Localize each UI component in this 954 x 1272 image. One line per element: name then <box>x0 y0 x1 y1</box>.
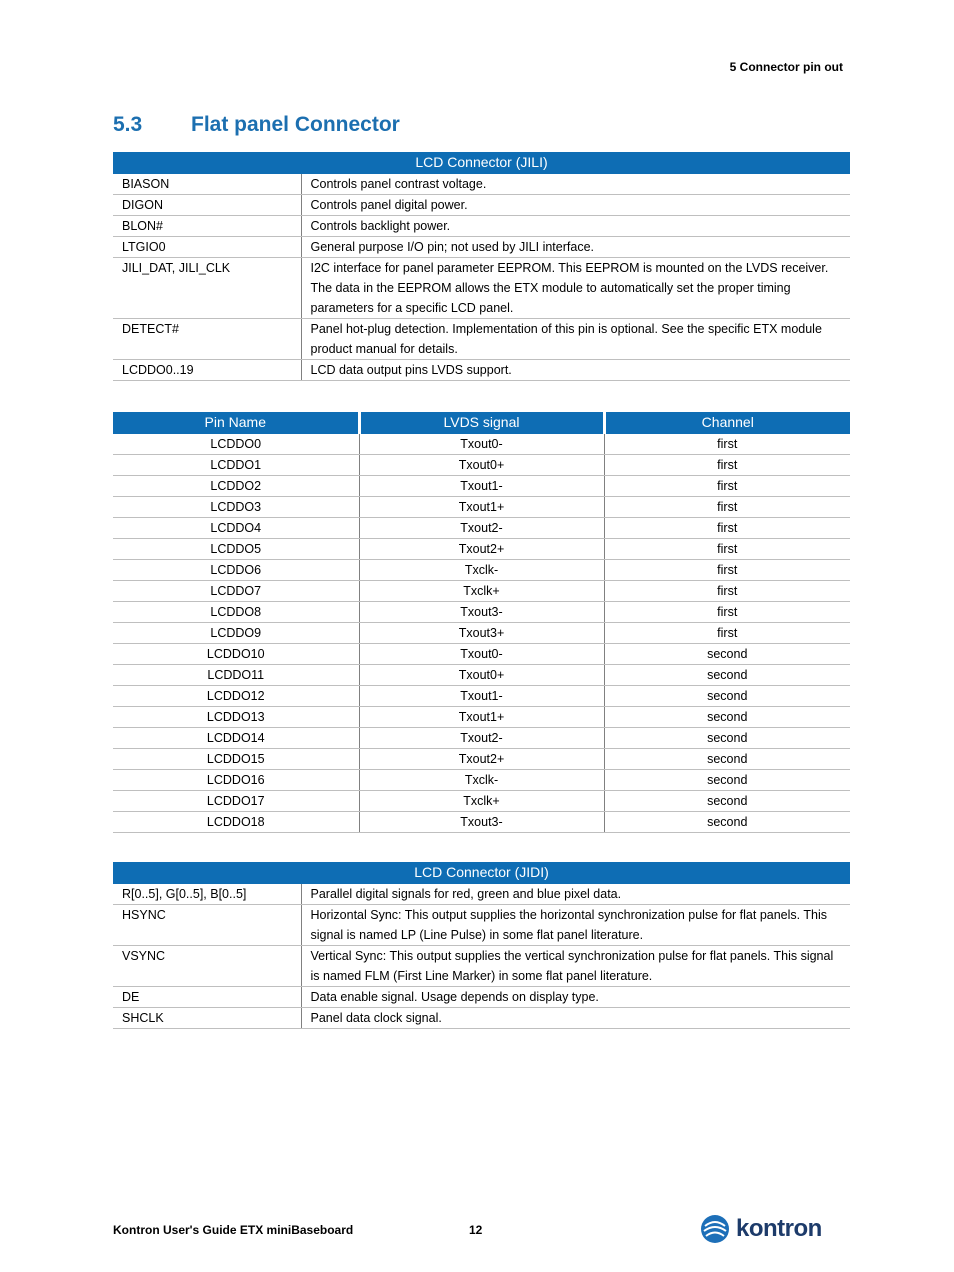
kontron-logo-icon <box>700 1214 730 1244</box>
lvds-signal: Txout2+ <box>359 749 604 770</box>
pin-name: LCDDO7 <box>113 581 359 602</box>
channel: first <box>604 602 850 623</box>
table-row <box>113 812 850 833</box>
table-row <box>113 987 850 1008</box>
pin-name: LCDDO1 <box>113 455 359 476</box>
table-row <box>113 360 850 381</box>
channel: second <box>604 686 850 707</box>
signal-name: SHCLK <box>113 1008 301 1029</box>
signal-name: R[0..5], G[0..5], B[0..5] <box>113 884 301 905</box>
signal-description: Parallel digital signals for red, green and blue pixel data. <box>301 884 850 905</box>
jidi-connector-table <box>113 862 850 1029</box>
channel: first <box>604 623 850 644</box>
pin-name: LCDDO11 <box>113 665 359 686</box>
table-caption: LCD Connector (JILI) <box>113 152 850 174</box>
signal-description: Vertical Sync: This output supplies the vertical synchronization pulse for flat panels. This signal is named FLM (First Line Marker) in some flat panel literature. <box>301 946 850 987</box>
signal-name: DIGON <box>113 195 301 216</box>
pin-name: LCDDO16 <box>113 770 359 791</box>
channel: second <box>604 644 850 665</box>
table-row <box>113 665 850 686</box>
signal-description: Controls backlight power. <box>301 216 850 237</box>
lvds-signal: Txout3+ <box>359 623 604 644</box>
table-row <box>113 602 850 623</box>
lvds-signal: Txclk+ <box>359 581 604 602</box>
table-row <box>113 623 850 644</box>
signal-name: DETECT# <box>113 319 301 360</box>
channel: first <box>604 581 850 602</box>
table-row <box>113 319 850 360</box>
table-row <box>113 476 850 497</box>
pin-name: LCDDO3 <box>113 497 359 518</box>
signal-description: Controls panel digital power. <box>301 195 850 216</box>
lvds-signal: Txout0- <box>359 434 604 455</box>
table-row <box>113 644 850 665</box>
table-row <box>113 791 850 812</box>
channel: first <box>604 476 850 497</box>
channel: first <box>604 434 850 455</box>
signal-description: Data enable signal. Usage depends on display type. <box>301 987 850 1008</box>
section-title: Flat panel Connector <box>191 113 400 136</box>
signal-description: Panel hot-plug detection. Implementation of this pin is optional. See the specific ETX module product manual for details. <box>301 319 850 360</box>
table-row <box>113 560 850 581</box>
lvds-signal: Txout0+ <box>359 455 604 476</box>
running-header: 5 Connector pin out <box>729 60 843 74</box>
pin-name: LCDDO14 <box>113 728 359 749</box>
table-row <box>113 728 850 749</box>
pin-name: LCDDO12 <box>113 686 359 707</box>
pin-name: LCDDO4 <box>113 518 359 539</box>
channel: second <box>604 749 850 770</box>
section-heading <box>113 113 400 137</box>
pin-name: LCDDO9 <box>113 623 359 644</box>
table-caption: LCD Connector (JIDI) <box>113 862 850 884</box>
signal-description: General purpose I/O pin; not used by JILI interface. <box>301 237 850 258</box>
signal-name: DE <box>113 987 301 1008</box>
pin-name: LCDDO17 <box>113 791 359 812</box>
channel: first <box>604 497 850 518</box>
lvds-signal: Txout0- <box>359 644 604 665</box>
page-number: 12 <box>469 1223 483 1237</box>
lvds-signal: Txout1+ <box>359 497 604 518</box>
lvds-signal: Txclk- <box>359 770 604 791</box>
table-row <box>113 749 850 770</box>
pin-name: LCDDO13 <box>113 707 359 728</box>
signal-description: LCD data output pins LVDS support. <box>301 360 850 381</box>
column-header: Channel <box>604 412 850 434</box>
signal-description: I2C interface for panel parameter EEPROM. This EEPROM is mounted on the LVDS receiver. The data in the EEPROM allows the ETX module to automatically set the proper timing parameters for a specific LCD panel. <box>301 258 850 319</box>
table-row <box>113 539 850 560</box>
lvds-signal: Txout1- <box>359 686 604 707</box>
signal-description: Controls panel contrast voltage. <box>301 174 850 195</box>
table-row <box>113 216 850 237</box>
lvds-signal: Txclk- <box>359 560 604 581</box>
table-row <box>113 518 850 539</box>
pin-name: LCDDO5 <box>113 539 359 560</box>
channel: first <box>604 455 850 476</box>
signal-name: BLON# <box>113 216 301 237</box>
channel: first <box>604 560 850 581</box>
table-row <box>113 195 850 216</box>
channel: second <box>604 791 850 812</box>
lvds-signal: Txout1- <box>359 476 604 497</box>
channel: second <box>604 665 850 686</box>
channel: first <box>604 518 850 539</box>
table-row <box>113 497 850 518</box>
pin-name: LCDDO8 <box>113 602 359 623</box>
pin-name: LCDDO2 <box>113 476 359 497</box>
lvds-pin-table <box>113 412 850 833</box>
table-row <box>113 1008 850 1029</box>
signal-name: BIASON <box>113 174 301 195</box>
signal-description: Horizontal Sync: This output supplies the horizontal synchronization pulse for flat panels. This signal is named LP (Line Pulse) in some flat panel literature. <box>301 905 850 946</box>
table-row <box>113 770 850 791</box>
signal-name: LCDDO0..19 <box>113 360 301 381</box>
pin-name: LCDDO0 <box>113 434 359 455</box>
table-row <box>113 258 850 319</box>
table-row <box>113 905 850 946</box>
channel: first <box>604 539 850 560</box>
pin-name: LCDDO18 <box>113 812 359 833</box>
table-row <box>113 884 850 905</box>
jili-connector-table <box>113 152 850 381</box>
channel: second <box>604 728 850 749</box>
footer-doc-title: Kontron User's Guide ETX miniBaseboard <box>113 1223 354 1237</box>
channel: second <box>604 770 850 791</box>
table-row <box>113 581 850 602</box>
signal-description: Panel data clock signal. <box>301 1008 850 1029</box>
logo-text: kontron <box>736 1215 822 1242</box>
kontron-logo <box>700 1214 822 1244</box>
lvds-signal: Txout1+ <box>359 707 604 728</box>
lvds-signal: Txout3- <box>359 812 604 833</box>
signal-name: HSYNC <box>113 905 301 946</box>
table-row <box>113 707 850 728</box>
signal-name: JILI_DAT, JILI_CLK <box>113 258 301 319</box>
signal-name: LTGIO0 <box>113 237 301 258</box>
table-row <box>113 946 850 987</box>
pin-name: LCDDO15 <box>113 749 359 770</box>
column-header: LVDS signal <box>359 412 604 434</box>
table-row <box>113 174 850 195</box>
lvds-signal: Txclk+ <box>359 791 604 812</box>
table-row <box>113 434 850 455</box>
table-row <box>113 237 850 258</box>
channel: second <box>604 812 850 833</box>
pin-name: LCDDO10 <box>113 644 359 665</box>
channel: second <box>604 707 850 728</box>
column-header: Pin Name <box>113 412 359 434</box>
lvds-signal: Txout2- <box>359 728 604 749</box>
lvds-signal: Txout3- <box>359 602 604 623</box>
lvds-signal: Txout2- <box>359 518 604 539</box>
signal-name: VSYNC <box>113 946 301 987</box>
table-row <box>113 686 850 707</box>
lvds-signal: Txout0+ <box>359 665 604 686</box>
pin-name: LCDDO6 <box>113 560 359 581</box>
lvds-signal: Txout2+ <box>359 539 604 560</box>
section-number: 5.3 <box>113 113 143 136</box>
table-row <box>113 455 850 476</box>
